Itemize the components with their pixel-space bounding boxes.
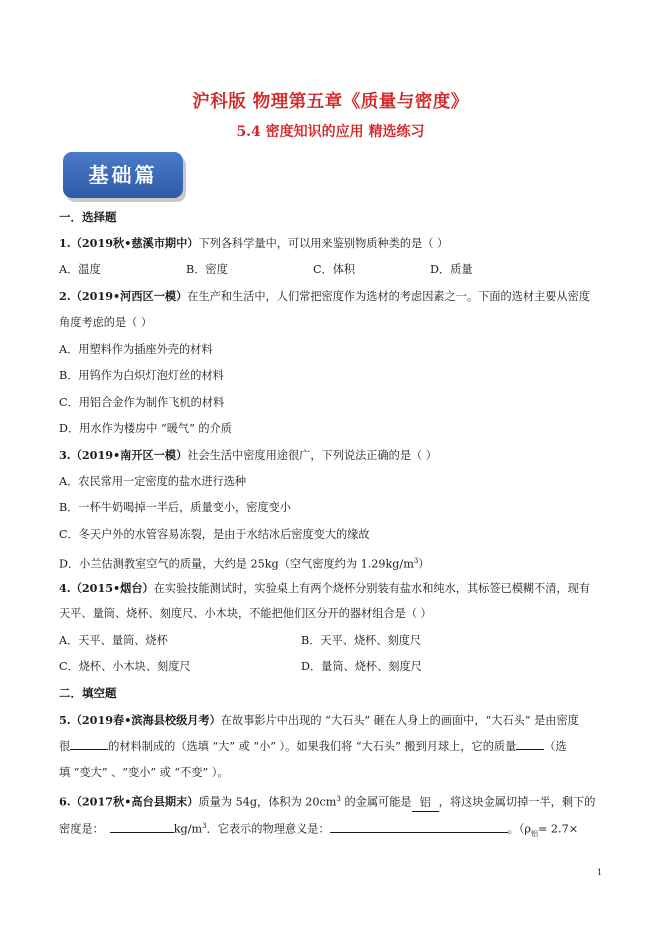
option-b: B．密度 [186, 263, 228, 276]
unit: kg/m [173, 822, 203, 836]
question-number: 2. [59, 289, 71, 303]
section-banner [63, 152, 183, 198]
question-source: （2015•烟台） [70, 581, 154, 595]
superscript: 3 [336, 795, 341, 803]
question-6 [59, 791, 595, 812]
text-fragment: 密度是： [59, 822, 104, 836]
answer-blank [330, 821, 508, 833]
subscript: 铝 [531, 829, 538, 838]
banner-label: 基础篇 [88, 163, 158, 187]
question-source: （2017秋•高台县期末） [70, 794, 199, 809]
answer-blank [110, 821, 174, 833]
question-text: 下列各科学量中，可以用来鉴别物质种类的是（ ） [198, 237, 449, 250]
question-source: （2019春•滨海县校级月考） [70, 713, 221, 727]
option-d-close: ） [418, 557, 430, 571]
text-fragment: = 2.7× [538, 822, 579, 836]
option-a: A．天平、量筒、烧杯 [59, 634, 168, 647]
filled-answer: 铝 [412, 795, 439, 812]
option-b: B．天平、烧杯、刻度尺 [301, 634, 422, 647]
question-4-options-cd [59, 659, 422, 675]
answer-blank [516, 738, 544, 750]
option-d [59, 553, 429, 573]
text-fragment: 很 [59, 740, 71, 753]
option-a: A．用塑料作为插座外壳的材料 [59, 343, 213, 356]
text-fragment: ，将这块金属切掉一半，剩下的 [438, 795, 596, 809]
option-b: B．用钨作为白炽灯泡灯丝的材料 [59, 369, 224, 382]
text-fragment: 的材料制成的（选填 “大” 或 “小” ）。如果我们将 “大石头” 搬到月球上，它的质量 [108, 740, 517, 753]
section-heading-choice: 一．选择题 [59, 210, 117, 224]
question-5-line-3: 填 “变大” 、“变小” 或 “不变” ）。 [59, 766, 229, 779]
question-source: （2019•河西区一模） [70, 289, 188, 303]
question-text: 在实验技能测试时，实验桌上有两个烧杯分别装有盐水和纯水，其标签已模糊不清，现有 [153, 582, 591, 595]
answer-blank [70, 738, 108, 750]
question-number: 3. [59, 448, 71, 462]
question-source: （2019•南开区一模） [70, 448, 188, 462]
page-number: 1 [597, 868, 603, 877]
question-number: 6. [59, 794, 71, 809]
text-fragment: 。（ρ [507, 822, 531, 836]
text-fragment: 质量为 54g，体积为 20cm [198, 795, 337, 809]
option-b: B．一杯牛奶喝掉一半后，质量变小，密度变小 [59, 501, 291, 514]
question-2-line-2: 角度考虑的是（ ） [59, 316, 153, 329]
question-number: 1. [59, 236, 71, 250]
document-subtitle: 5.4 密度知识的应用 精选练习 [236, 124, 425, 140]
text-fragment: （选 [544, 740, 567, 753]
option-c: C．烧杯、小木块、刻度尺 [59, 660, 191, 673]
question-text: 社会生活中密度用途很广，下列说法正确的是（ ） [187, 449, 437, 462]
option-c: C．体积 [313, 263, 356, 276]
question-number: 5. [59, 713, 71, 727]
question-2 [59, 288, 590, 305]
option-d: D．用水作为楼房中 “暖气” 的介质 [59, 422, 232, 435]
question-4-options-ab [59, 633, 421, 649]
question-number: 4. [59, 581, 71, 595]
question-source: （2019秋•慈溪市期中） [70, 236, 199, 250]
question-text: 在生产和生活中，人们常把密度作为选材的考虑因素之一。下面的选材主要从密度 [187, 290, 591, 303]
text-fragment: 的金属可能是 [340, 795, 412, 809]
question-4-line-2: 天平、量筒、烧杯、刻度尺、小木块，不能把他们区分开的器材组合是（ ） [59, 607, 432, 620]
option-d: D．量筒、烧杯、刻度尺 [301, 660, 422, 673]
question-5 [59, 712, 579, 729]
question-3 [59, 447, 437, 464]
option-c: C．用铝合金作为制作飞机的材料 [59, 396, 225, 409]
superscript: 3 [413, 557, 419, 565]
option-c: C．冬天户外的水管容易冻裂，是由于水结冰后密度变大的缘故 [59, 528, 370, 541]
question-5-line-2 [59, 738, 567, 755]
option-a: A．农民常用一定密度的盐水进行选种 [59, 475, 247, 488]
option-a: A．温度 [59, 263, 101, 276]
superscript: 3 [202, 822, 207, 830]
option-d: D．质量 [430, 263, 473, 276]
question-4 [59, 580, 590, 597]
question-1-options [59, 262, 473, 278]
question-6-line-2 [59, 818, 578, 842]
question-text: 在故事影片中出现的 “大石头” 砸在人身上的画面中，“大石头” 是由密度 [220, 714, 579, 727]
section-heading-fill: 二．填空题 [59, 686, 117, 700]
option-d-text: D．小兰估测教室空气的质量，大约是 25kg（空气密度约为 1.29kg/m [59, 557, 414, 571]
document-title: 沪科版 物理第五章《质量与密度》 [192, 92, 469, 112]
question-1 [59, 235, 448, 252]
text-fragment: ．它表示的物理意义是： [206, 822, 330, 836]
